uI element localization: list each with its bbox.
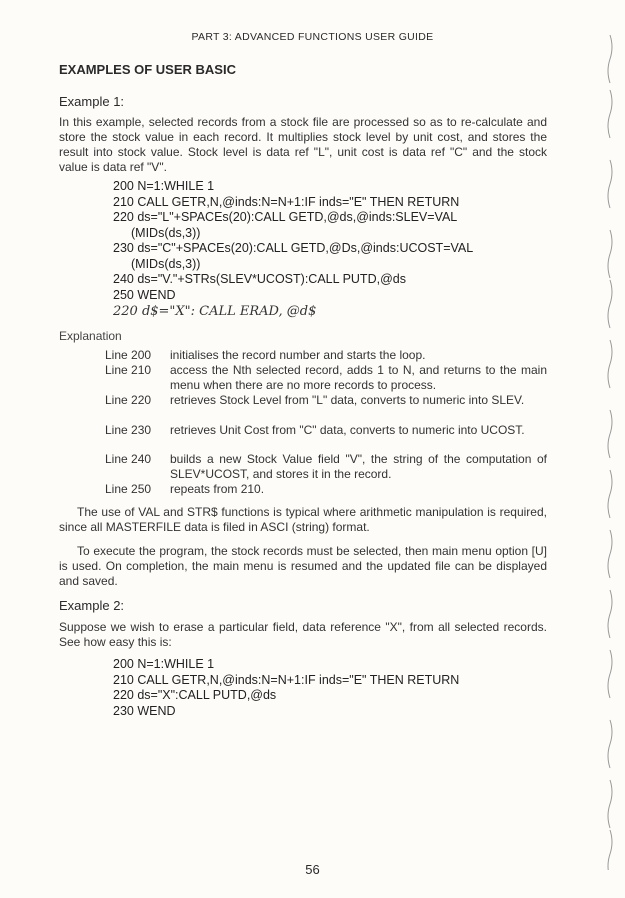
explanation-row xyxy=(105,348,547,363)
paragraph-execute: To execute the program, the stock records must be selected, then main menu option [U] is used. On completion, the main menu is resumed and the updated file can be displayed and saved. xyxy=(59,544,547,588)
code-line: (MIDs(ds,3)) xyxy=(131,225,201,240)
explanation-row xyxy=(105,393,547,408)
example2-code-block xyxy=(113,657,459,719)
explanation-line-text: builds a new Stock Value field "V", the string of the computation of SLEV*UCOST, and stores it in the record. xyxy=(170,452,547,481)
explanation-row xyxy=(105,482,547,497)
example2-heading: Example 2: xyxy=(59,598,125,613)
explanation-line-label: Line 220 xyxy=(105,393,152,407)
code-line: 210 CALL GETR,N,@inds:N=N+1:IF inds="E" THEN RETURN xyxy=(113,672,460,687)
explanation-line-text: access the Nth selected record, adds 1 to N, and returns to the main menu when there are no more records to process. xyxy=(170,363,547,392)
explanation-line-label: Line 210 xyxy=(105,363,152,377)
explanation-row xyxy=(105,452,547,481)
explanation-line-label: Line 250 xyxy=(105,482,152,496)
code-line: 200 N=1:WHILE 1 xyxy=(113,657,215,671)
code-line: 230 ds="C"+SPACEs(20):CALL GETD,@Ds,@inds:UCOST=VAL xyxy=(113,241,474,255)
code-line: 240 ds="V."+STRs(SLEV*UCOST):CALL PUTD,@ds xyxy=(113,272,406,286)
page-number: 56 xyxy=(305,862,320,877)
explanation-line-text: repeats from 210. xyxy=(170,482,265,496)
explanation-line-text: retrieves Unit Cost from "C" data, converts to numeric into UCOST. xyxy=(170,423,525,437)
code-line: 200 N=1:WHILE 1 xyxy=(113,179,215,193)
example1-code-block xyxy=(113,179,473,320)
code-line: 210 CALL GETR,N,@inds:N=N+1:IF inds="E" THEN RETURN xyxy=(113,194,460,209)
explanation-line-label: Line 200 xyxy=(105,348,152,362)
example1-intro: In this example, selected records from a stock file are processed so as to re-calculate and store the stock value in each record. It multiplies stock level by unit cost, and stores the result into stock value. Stock level is data ref "L", unit cost is data ref "C" and the stock value is data ref "V". xyxy=(59,115,547,174)
explanation-line-label: Line 230 xyxy=(105,423,152,437)
example2-intro: Suppose we wish to erase a particular field, data reference "X", from all selected records. See how easy this is: xyxy=(59,620,547,649)
explanation-line-label: Line 240 xyxy=(105,452,152,466)
code-line: 220 ds="L"+SPACEs(20):CALL GETD,@ds,@inds:SLEV=VAL xyxy=(113,210,458,224)
explanation-line-text: retrieves Stock Level from "L" data, converts to numeric into SLEV. xyxy=(170,393,525,407)
explanation-row xyxy=(105,423,547,438)
code-line: 250 WEND xyxy=(113,287,176,302)
section-title: EXAMPLES OF USER BASIC xyxy=(59,62,236,77)
binding-margin-marks xyxy=(598,30,618,870)
explanation-line-text: initialises the record number and starts the loop. xyxy=(170,348,426,362)
explanation-heading: Explanation xyxy=(59,329,122,343)
running-header: PART 3: ADVANCED FUNCTIONS USER GUIDE xyxy=(191,31,434,43)
example1-heading: Example 1: xyxy=(59,94,125,109)
paragraph-val-str: The use of VAL and STR$ functions is typical where arithmetic manipulation is required, since all MASTERFILE data is filed in ASCI (string) format. xyxy=(59,505,547,534)
code-line: 220 ds="X":CALL PUTD,@ds xyxy=(113,688,277,702)
code-line: (MIDs(ds,3)) xyxy=(131,256,201,271)
handwritten-annotation: 220 d$="X": CALL ERAD, @d$ xyxy=(113,304,317,319)
code-line: 230 WEND xyxy=(113,703,176,718)
explanation-row xyxy=(105,363,547,392)
